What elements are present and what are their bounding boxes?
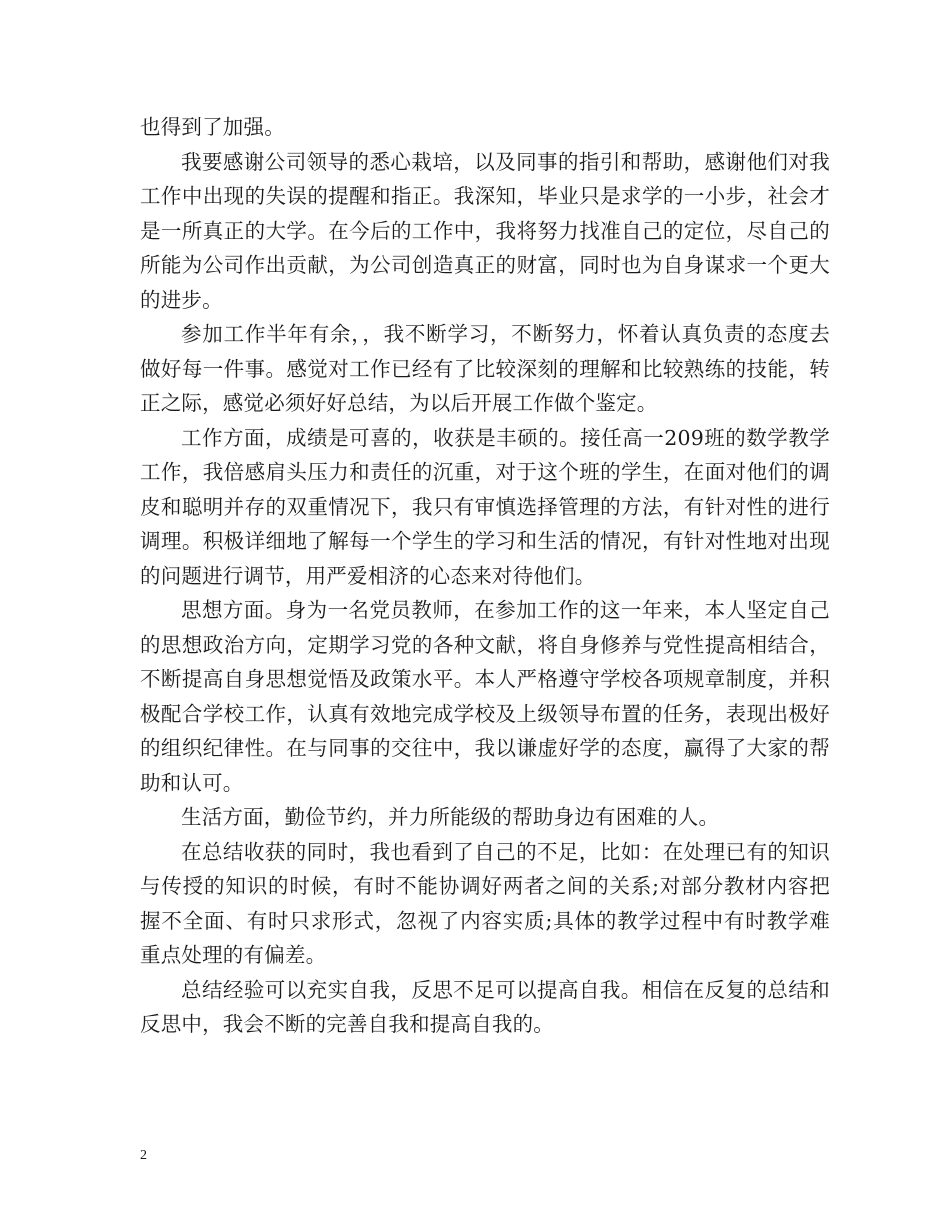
paragraph-7: 在总结收获的同时，我也看到了自己的不足，比如：在处理已有的知识与传授的知识的时候，有时不能协调好两者之间的关系;对部分教材内容把握不全面、有时只求形式，忽视了内容实质;具体的教学过程中有时教学难重点处理的有偏差。 <box>140 839 830 967</box>
paragraph-5: 思想方面。身为一名党员教师，在参加工作的这一年来，本人坚定自己的思想政治方向，定期学习党的各种文献，将自身修养与党性提高相结合，不断提高自身思想觉悟及政策水平。本人严格遵守学校各项规章制度，并积极配合学校工作，认真有效地完成学校及上级领导布置的任务，表现出极好的组织纪律性。在与同事的交往中，我以谦虚好学的态度，赢得了大家的帮助和认可。 <box>140 598 830 795</box>
paragraph-1: 也得到了加强。 <box>140 115 285 139</box>
paragraph-8: 总结经验可以充实自我，反思不足可以提高自我。相信在反复的总结和反思中，我会不断的完善自我和提高自我的。 <box>140 977 830 1036</box>
page-number: 2 <box>140 1148 147 1163</box>
paragraph-6: 生活方面，勤俭节约，并力所能级的帮助身边有困难的人。 <box>181 805 720 829</box>
document-body <box>140 110 830 1042</box>
paragraph-4: 工作方面，成绩是可喜的，收获是丰硕的。接任高一209班的数学教学工作，我倍感肩头压力和责任的沉重，对于这个班的学生，在面对他们的调皮和聪明并存的双重情况下，我只有审慎选择管理的方法，有针对性的进行调理。积极详细地了解每一个学生的学习和生活的情况，有针对性地对出现的问题进行调节，用严爱相济的心态来对待他们。 <box>140 425 830 588</box>
paragraph-2: 我要感谢公司领导的悉心栽培，以及同事的指引和帮助，感谢他们对我工作中出现的失误的提醒和指正。我深知，毕业只是求学的一小步，社会才是一所真正的大学。在今后的工作中，我将努力找准自己的定位，尽自己的所能为公司作出贡献，为公司创造真正的财富，同时也为自身谋求一个更大的进步。 <box>140 149 830 312</box>
paragraph-3: 参加工作半年有余，，我不断学习，不断努力，怀着认真负责的态度去做好每一件事。感觉对工作已经有了比较深刻的理解和比较熟练的技能，转正之际，感觉必须好好总结，为以后开展工作做个鉴定。 <box>140 322 830 415</box>
